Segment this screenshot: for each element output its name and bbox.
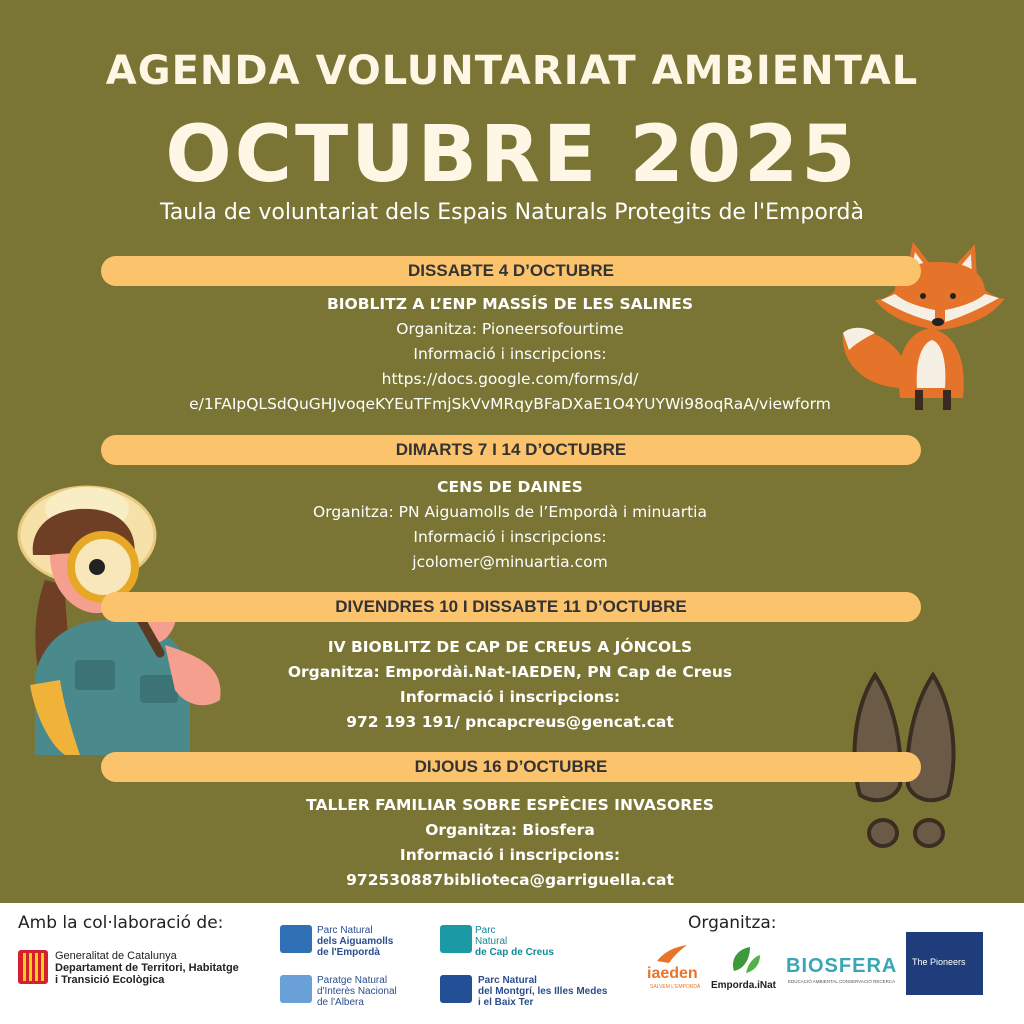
park-albera-logo [317,975,397,1008]
organizer-label: Organitza: [688,913,777,933]
iaeden-bird-icon [655,943,689,965]
park-aiguamolls-line-2: dels Aiguamolls [317,936,394,947]
poster-title: AGENDA VOLUNTARIAT AMBIENTAL [105,48,919,94]
park-aiguamolls-logo [317,925,393,958]
event-1-link-line-1[interactable]: https://docs.google.com/forms/d/ [381,370,639,388]
event-2-email[interactable]: jcolomer@minuartia.com [412,553,608,571]
event-1-info-label: Informació i inscripcions: [413,345,607,363]
event-2-info-label: Informació i inscripcions: [413,528,607,546]
emporda-inat-logo: Emporda.iNat [711,980,777,991]
park-cap-de-creus-line-1: Parc [475,925,496,936]
pioneers-logo-box [906,932,983,995]
park-montgri-icon [440,975,472,1003]
park-cap-de-creus-line-3: de Cap de Creus [475,947,554,958]
park-cap-de-creus-logo [475,925,554,958]
poster-month: OCTUBRE 2025 [165,110,859,200]
park-albera-icon [280,975,312,1003]
sponsor-footer [0,903,1024,1024]
park-montgri-line-2: del Montgrí, les Illes Medes [478,986,608,997]
park-cap-de-creus-line-2: Natural [475,936,508,947]
poster-subtitle: Taula de voluntariat dels Espais Naturals Protegits de l'Empordà [160,200,864,225]
event-2-organizer: Organitza: PN Aiguamolls de l’Empordà i minuartia [313,503,707,521]
event-1-link-line-2[interactable]: e/1FAIpQLSdQuGHJvoqeKYEuTFmjSkVvMRqyBFaDXaE1O4YUYWi98oqRaA/viewform [189,395,831,413]
biosfera-logo: BIOSFERA [786,955,898,977]
park-albera-line-1: Paratge Natural [317,975,388,986]
park-montgri-line-3: i el Baix Ter [478,997,534,1008]
park-montgri-logo [478,975,607,1008]
event-3-info-label: Informació i inscripcions: [399,688,621,706]
event-2-date-bar: DIMARTS 7 I 14 D’OCTUBRE [101,435,921,465]
event-1-details [100,292,920,417]
event-4-email[interactable]: 972530887biblioteca@garriguella.cat [346,871,674,889]
event-1-name: BIOBLITZ A L’ENP MASSÍS DE LES SALINES [326,295,694,313]
park-montgri-line-1: Parc Natural [478,975,537,986]
event-4-name: TALLER FAMILIAR SOBRE ESPÈCIES INVASORES [306,796,714,814]
park-aiguamolls-icon [280,925,312,953]
event-3-details [100,635,920,735]
event-2-details [100,475,920,575]
generalitat-line-2: Departament de Territori, Habitatge [55,962,239,974]
park-aiguamolls-line-1: Parc Natural [317,925,373,936]
generalitat-line-1: Generalitat de Catalunya [55,950,177,962]
event-3-organizer: Organitza: Empordài.Nat-IAEDEN, PN Cap de Creus [287,663,733,681]
generalitat-logo [55,950,239,986]
generalitat-logo-icon [18,950,48,984]
emporda-inat-leaf-icon [728,945,762,975]
park-cap-de-creus-icon [440,925,472,953]
event-4-date-bar: DIJOUS 16 D’OCTUBRE [101,752,921,782]
event-3-date-bar: DIVENDRES 10 I DISSABTE 11 D’OCTUBRE [101,592,921,622]
collab-label: Amb la col·laboració de: [18,913,224,933]
event-4-info-label: Informació i inscripcions: [399,846,621,864]
event-3-contact[interactable]: 972 193 191/ pncapcreus@gencat.cat [346,713,674,731]
park-albera-line-2: d'Interès Nacional [317,986,397,997]
iaeden-logo: iaeden [647,965,698,982]
event-4-details [100,793,920,893]
event-2-name: CENS DE DAINES [437,478,583,496]
event-1-organizer: Organitza: Pioneersofourtime [396,320,624,338]
iaeden-tagline: SALVEM L'EMPORDÀ [650,984,701,990]
park-aiguamolls-line-3: de l'Empordà [317,947,380,958]
event-4-organizer: Organitza: Biosfera [425,821,595,839]
generalitat-line-3: i Transició Ecològica [55,974,165,986]
event-1-date-bar: DISSABTE 4 D’OCTUBRE [101,256,921,286]
pioneers-logo: The Pioneers [912,957,966,967]
biosfera-tagline: EDUCACIÓ AMBIENTAL CONSERVACIÓ RECERCA [788,979,896,984]
park-albera-line-3: de l'Albera [317,997,364,1008]
event-3-name: IV BIOBLITZ DE CAP DE CREUS A JÓNCOLS [327,638,693,656]
